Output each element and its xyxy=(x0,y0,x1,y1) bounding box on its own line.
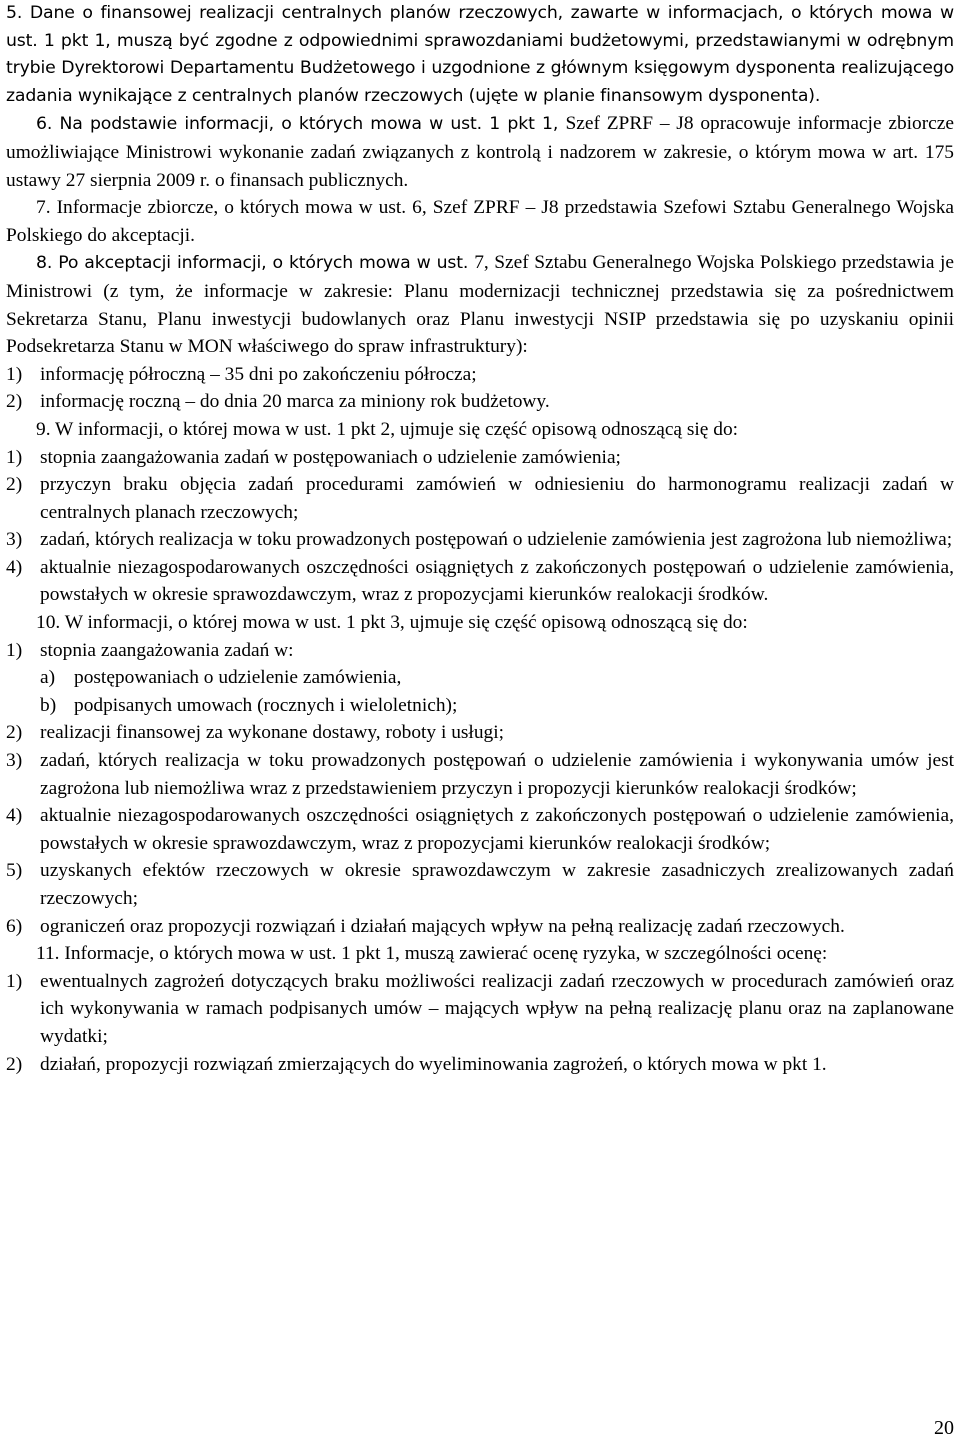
paragraph-9: 9. W informacji, o której mowa w ust. 1 pkt 2, ujmuje się część opisową odnoszącą się do: xyxy=(36,418,739,440)
document-page xyxy=(6,0,954,1078)
paragraph-7: 7. Informacje zbiorcze, o których mowa w ust. 6, Szef ZPRF – J8 przedstawia Szefowi Sztabu Generalnego Wojska Polskiego do akceptacji. xyxy=(6,197,954,246)
paragraph-10-item-5 xyxy=(6,857,954,912)
paragraph-10-item-6 xyxy=(6,913,954,941)
paragraph-10-subitem-b xyxy=(40,692,954,720)
list-item-text: informację półroczną – 35 dni po zakończeniu półrocza; xyxy=(40,363,477,385)
paragraph-8 xyxy=(6,249,954,360)
list-marker: 6) xyxy=(6,915,23,937)
list-marker: 2) xyxy=(6,474,23,496)
paragraph-11-item-2 xyxy=(6,1051,954,1079)
paragraph-9-item-1 xyxy=(6,444,954,472)
paragraph-6 xyxy=(6,110,954,194)
list-marker: b) xyxy=(40,694,57,716)
list-marker: a) xyxy=(40,667,56,689)
list-marker: 4) xyxy=(6,805,23,827)
list-marker: 5) xyxy=(6,860,23,882)
list-item-text: postępowaniach o udzielenie zamówienia, xyxy=(74,667,402,689)
list-item-text: aktualnie niezagospodarowanych oszczędności osiągniętych z zakończonych postępowań o udzielenie zamówienia, powstałych w okresie sprawozdawczym, wraz z propozycjami kierunków realokacji środków; xyxy=(40,805,954,854)
paragraph-5: 5. Dane o finansowej realizacji centralnych planów rzeczowych, zawarte w informacjach, o których mowa w ust. 1 pkt 1, muszą być zgodne z odpowiednimi sprawozdaniami budżetowymi, przedstawianymi w odrębnym trybie Dyrektorowi Departamentu Budżetowego i uzgodnione z głównym księgowym dysponenta realizującego zadania wynikające z centralnych planów rzeczowych (ujęte w planie finansowym dysponenta). xyxy=(6,3,954,106)
paragraph-10-item-2 xyxy=(6,719,954,747)
paragraph-10: 10. W informacji, o której mowa w ust. 1 pkt 3, ujmuje się część opisową odnoszącą się do: xyxy=(36,612,748,634)
paragraph-10-item-4 xyxy=(6,802,954,857)
list-item-text: zadań, których realizacja w toku prowadzonych postępowań o udzielenie zamówienia i wykonywania umów jest zagrożona lub niemożliwa wraz z przedstawieniem przyczyn i propozycji kierunków realokacji środków; xyxy=(40,750,954,799)
paragraph-8-lead: 8. Po akceptacji informacji, o których mowa w ust. xyxy=(36,253,475,274)
list-item-text: działań, propozycji rozwiązań zmierzających do wyeliminowania zagrożeń, o których mowa w pkt 1. xyxy=(40,1053,827,1075)
list-marker: 1) xyxy=(6,970,23,992)
list-item-text: uzyskanych efektów rzeczowych w okresie sprawozdawczym w zakresie zasadniczych zrealizowanych zadań rzeczowych; xyxy=(40,860,954,909)
list-item-text: stopnia zaangażowania zadań w postępowaniach o udzielenie zamówienia; xyxy=(40,446,621,468)
list-marker: 3) xyxy=(6,529,23,551)
list-item-text: ewentualnych zagrożeń dotyczących braku możliwości realizacji zadań rzeczowych w procedurach zamówień oraz ich wykonywania w ramach podpisanych umów – mających wpływ na pełną realizację planu oraz na zaplanowane wydatki; xyxy=(40,970,954,1047)
paragraph-10-subitem-a xyxy=(40,664,954,692)
paragraph-6-lead: 6. Na podstawie informacji, o których mowa w ust. 1 pkt 1, xyxy=(36,114,566,135)
list-item-text: realizacji finansowej za wykonane dostawy, roboty i usługi; xyxy=(40,722,504,744)
paragraph-8-item-1 xyxy=(6,361,954,389)
paragraph-10-item-3 xyxy=(6,747,954,802)
list-item-text: ograniczeń oraz propozycji rozwiązań i działań mających wpływ na pełną realizację zadań rzeczowych. xyxy=(40,915,845,937)
paragraph-9-item-4 xyxy=(6,554,954,609)
paragraph-6-body: Szef ZPRF – J8 opracowuje informacje zbiorcze umożliwiające Ministrowi wykonanie zadań związanych z kontrolą i nadzorem w zakresie, o którym mowa w art. 175 ustawy 27 sierpnia 2009 r. o finansach publicznych. xyxy=(6,113,954,191)
list-marker: 2) xyxy=(6,722,23,744)
paragraph-8-body: 7, Szef Sztabu Generalnego Wojska Polskiego przedstawia je Ministrowi (z tym, że informacje w zakresie: Planu modernizacji technicznej przedstawia się za pośrednictwem Sekretarza Stanu, Planu inwestycji budowlanych oraz Planu inwestycji NSIP przedstawia się po uzyskaniu opinii Podsekretarza Stanu w MON właściwego do spraw infrastruktury): xyxy=(6,252,954,358)
paragraph-9-item-2 xyxy=(6,471,954,526)
paragraph-10-item-1 xyxy=(6,637,954,665)
list-item-text: informację roczną – do dnia 20 marca za miniony rok budżetowy. xyxy=(40,391,550,413)
paragraph-9-item-3 xyxy=(6,526,954,554)
list-item-text: przyczyn braku objęcia zadań procedurami zamówień w odniesieniu do harmonogramu realizacji zadań w centralnych planach rzeczowych; xyxy=(40,474,954,523)
list-item-text: zadań, których realizacja w toku prowadzonych postępowań o udzielenie zamówienia jest zagrożona lub niemożliwa; xyxy=(40,529,953,551)
list-marker: 4) xyxy=(6,556,23,578)
list-marker: 1) xyxy=(6,363,23,385)
list-marker: 2) xyxy=(6,1053,23,1075)
page-number: 20 xyxy=(934,1417,954,1439)
list-item-text: aktualnie niezagospodarowanych oszczędności osiągniętych z zakończonych postępowań o udzielenie zamówienia, powstałych w okresie sprawozdawczym, wraz z propozycjami kierunków realokacji środków. xyxy=(40,556,954,606)
paragraph-11: 11. Informacje, o których mowa w ust. 1 pkt 1, muszą zawierać ocenę ryzyka, w szczególności ocenę: xyxy=(36,943,828,965)
list-marker: 2) xyxy=(6,391,23,413)
list-marker: 1) xyxy=(6,639,23,661)
list-marker: 3) xyxy=(6,750,23,772)
list-marker: 1) xyxy=(6,446,23,468)
list-item-text: stopnia zaangażowania zadań w: xyxy=(40,639,294,661)
paragraph-11-item-1 xyxy=(6,968,954,1051)
paragraph-8-item-2 xyxy=(6,388,954,416)
list-item-text: podpisanych umowach (rocznych i wieloletnich); xyxy=(74,694,458,716)
